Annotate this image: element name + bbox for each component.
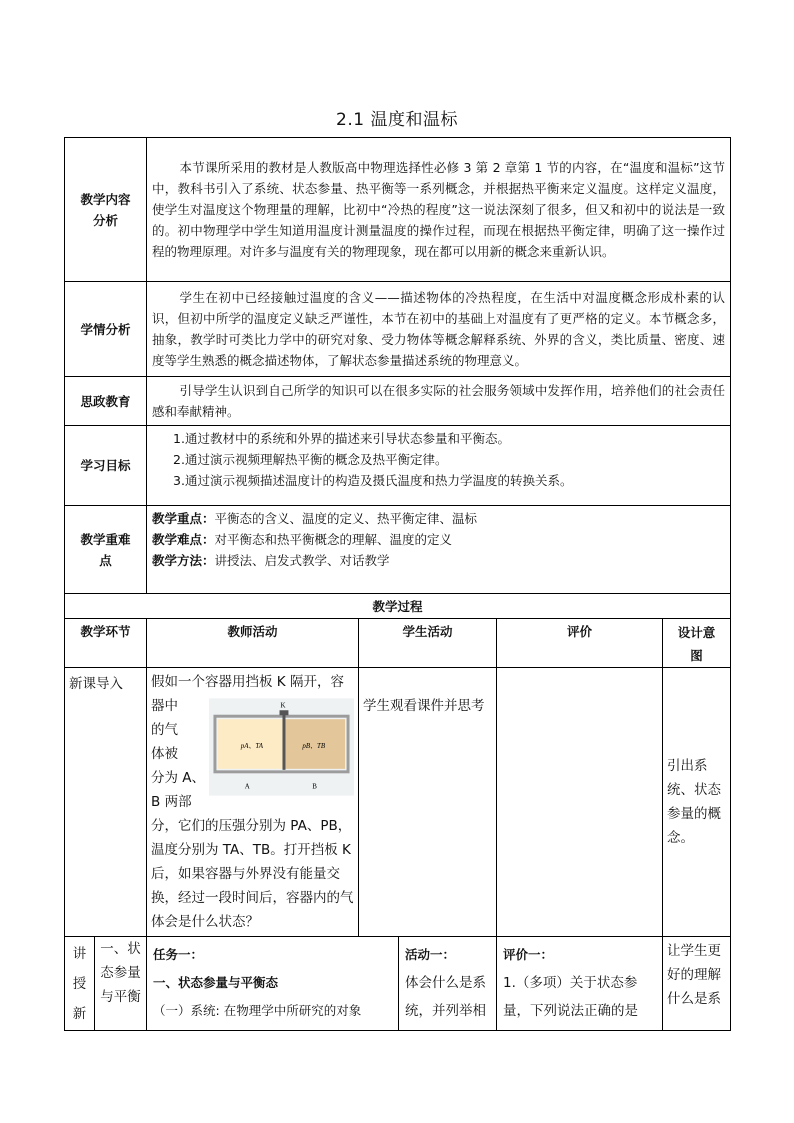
objective-item: 1.通过教材中的系统和外界的描述来引导状态参量和平衡态。	[173, 431, 510, 446]
content-analysis-label: 教学内容 分析	[65, 138, 147, 282]
key-points-label: 教学重难 点	[65, 506, 147, 594]
gas-container-diagram	[209, 698, 354, 796]
lecture-evaluation: 评价一： 1.（多项）关于状态参量，下列说法正确的是	[497, 937, 663, 1031]
lesson-plan-table	[64, 137, 731, 1031]
objectives-list	[147, 426, 731, 506]
student-analysis-text: 学生在初中已经接触过温度的含义——描述物体的冷热程度，在生活中对温度概念形成朴素的认识，但初中所学的温度定义缺乏严谨性，本节在初中的基础上对温度有了更严格的定义。本节概念多，抽象，教学时可类比力学中的研究对象、受力物体等概念解释系统、外界的含义，类比质量、密度、速度等学生熟悉的概念描述物体，了解状态参量描述系统的物理意义。	[147, 282, 731, 377]
process-section-title: 教学过程	[65, 594, 731, 619]
diagram-label-k: K	[280, 701, 286, 710]
student-analysis-label: 学情分析	[65, 282, 147, 377]
lecture-sub-stage: 一、状态参量与平衡	[95, 937, 147, 1031]
objectives-label: 学习目标	[65, 426, 147, 506]
key-points-content: 教学重点：平衡态的含义、温度的定义、热平衡定律、温标 教学难点：对平衡态和热平衡概念的理解、温度的定义 教学方法：讲授法、启发式教学、对话教学	[147, 506, 731, 594]
header-student: 学生活动	[359, 619, 497, 668]
header-teacher: 教师活动	[147, 619, 359, 668]
header-evaluation: 评价	[497, 619, 663, 668]
intro-teacher-activity: 假如一个容器用挡板 K 隔开，容 器中 的气 体被 分为 A、 B 两部 K pA、TA pB、TB A B 分，它们的压强分别为 PA、PB，温度分别为 TA、TB。打开挡板 K 后，如果容器与外界没有能量交换，经过一段时间后，容器内的气体会是什么状态？	[147, 668, 359, 937]
lecture-student-activity: 活动一： 体会什么是系统，并列举相	[399, 937, 497, 1031]
lecture-teacher-activity: 任务一： 一、状态参量与平衡态 （一）系统: 在物理学中所研究的对象	[147, 937, 399, 1031]
objective-item: 3.通过演示视频描述温度计的构造及摄氏温度和热力学温度的转换关系。	[173, 473, 573, 488]
intro-stage: 新课导入	[65, 668, 147, 937]
header-design: 设计意 图	[663, 619, 731, 668]
objective-item: 2.通过演示视频理解热平衡的概念及热平衡定律。	[173, 452, 448, 467]
diagram-label-right: pB、TB	[302, 741, 326, 750]
diagram-label-left: pA、TA	[240, 741, 264, 750]
content-analysis-text: 本节课所采用的教材是人教版高中物理选择性必修 3 第 2 章第 1 节的内容，在“温度和温标”这节中，教科书引入了系统、状态参量、热平衡等一系列概念，并根据热平衡来定义温度。这样定义温度，使学生对温度这个物理量的理解，比初中“冷热的程度”这一说法深刻了很多，但又和初中的说法是一致的。初中物理学中学生知道用温度计测量温度的操作过程，而现在根据热平衡定律，明确了这一操作过程的物理原理。对许多与温度有关的物理现象，现在都可以用新的概念来重新认识。	[147, 138, 731, 282]
diagram-label-b: B	[312, 782, 317, 791]
header-stage: 教学环节	[65, 619, 147, 668]
diagram-label-a: A	[244, 782, 250, 791]
lecture-stage: 讲 授 新	[65, 937, 95, 1031]
intro-evaluation	[497, 668, 663, 937]
ideology-label: 思政教育	[65, 377, 147, 426]
lecture-design-intent: 让学生更好的理解什么是系	[663, 937, 731, 1031]
page-title: 2.1 温度和温标	[336, 110, 458, 130]
ideology-text: 引导学生认识到自己所学的知识可以在很多实际的社会服务领域中发挥作用，培养他们的社会责任感和奉献精神。	[147, 377, 731, 426]
intro-student-activity: 学生观看课件并思考	[359, 668, 497, 937]
intro-design-intent: 引出系统、状态参量的概念。	[663, 668, 731, 937]
